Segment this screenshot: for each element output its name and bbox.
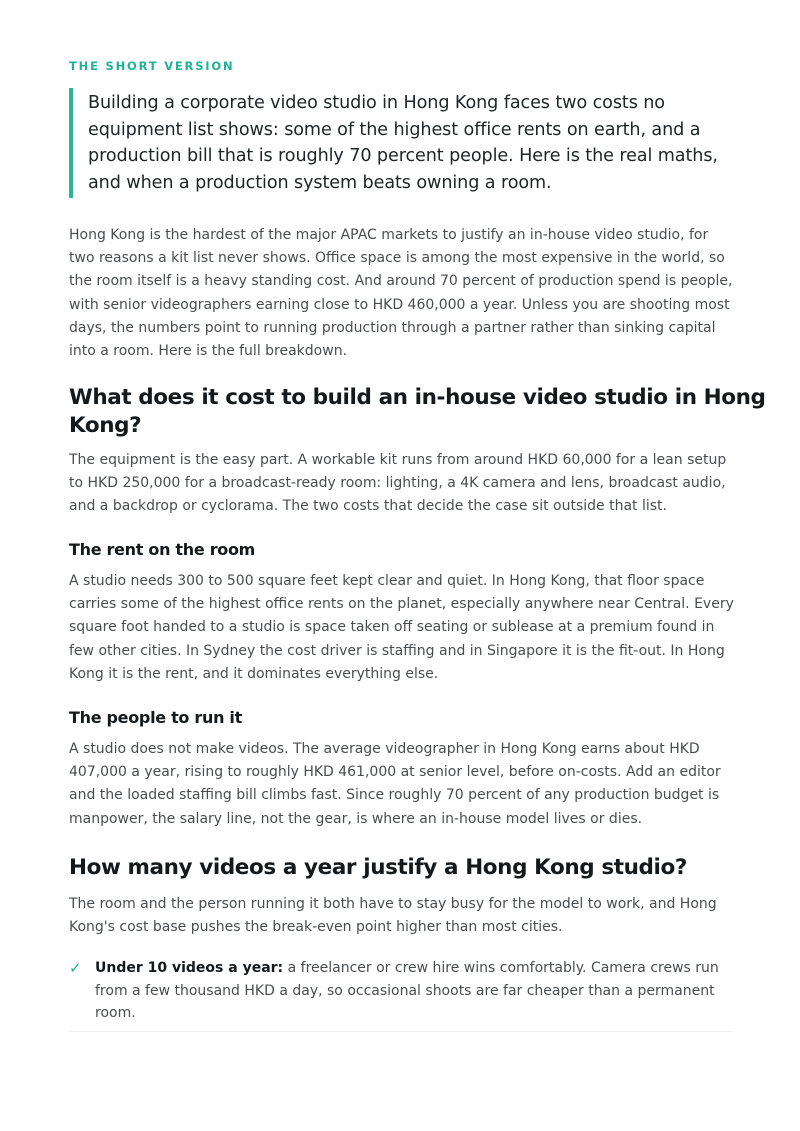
paragraph-line: A studio needs 300 to 500 square feet kept clear and quiet. In Hong Kong, that floor space [69, 573, 705, 589]
intro-paragraph [69, 224, 733, 363]
intro-line: the room itself is a heavy standing cost. And around 70 percent of production spend is people, [69, 273, 733, 290]
heading-line: What does it cost to build an in-house video studio in Hong [69, 385, 766, 410]
paragraph-line: Kong it is the rent, and it dominates everything else. [69, 665, 439, 682]
list-item-line [95, 957, 733, 980]
checklist [69, 957, 733, 1025]
summary-line: equipment list shows: some of the highest office rents on earth, and a [88, 119, 701, 140]
cost-paragraph [69, 449, 733, 519]
check-icon: ✓ [69, 959, 82, 977]
rent-paragraph [69, 570, 733, 686]
section-heading-cost [69, 384, 766, 440]
paragraph-line: square foot handed to a studio is space taken off seating or sublease at a premium found in [69, 619, 715, 636]
paragraph-line: The room and the person running it both have to stay busy for the model to work, and Hong [69, 896, 717, 912]
subheading-rent: The rent on the room [69, 540, 256, 559]
paragraph-line: and the loaded staffing bill climbs fast. Since roughly 70 percent of any production budget is [69, 787, 720, 804]
paragraph-line: 407,000 a year, rising to roughly HKD 461,000 at senior level, before on-costs. Add an editor [69, 764, 721, 781]
list-item-label: Under 10 videos a year: [95, 960, 284, 976]
list-item-line: from a few thousand HKD a day, so occasional shoots are far cheaper than a permanent [95, 982, 715, 999]
summary-line: and when a production system beats owning a room. [88, 172, 552, 193]
intro-line: days, the numbers point to running production through a partner rather than sinking capital [69, 319, 716, 336]
list-item-text: a freelancer or crew hire wins comfortably. Camera crews run [283, 960, 719, 976]
heading-line: How many videos a year justify a Hong Kong studio? [69, 855, 687, 880]
intro-line: two reasons a kit list never shows. Office space is among the most expensive in the world, so [69, 250, 725, 267]
list-item-line: room. [95, 1005, 136, 1021]
paragraph-line: The equipment is the easy part. A workable kit runs from around HKD 60,000 for a lean setup [69, 452, 727, 468]
paragraph-line: carries some of the highest office rents on the planet, especially anywhere near Central. Every [69, 596, 734, 613]
list-item [69, 957, 733, 1025]
paragraph-line: few other cities. In Sydney the cost driver is staffing and in Singapore it is the fit-out. In Hong [69, 642, 725, 659]
intro-line: Hong Kong is the hardest of the major APAC markets to justify an in-house video studio, for [69, 227, 709, 243]
paragraph-line: A studio does not make videos. The average videographer in Hong Kong earns about HKD [69, 741, 700, 757]
volume-paragraph [69, 893, 733, 939]
summary-callout [69, 88, 748, 198]
heading-line: Kong? [69, 413, 142, 438]
paragraph-line: manpower, the salary line, not the gear, is where an in-house model lives or dies. [69, 810, 643, 827]
people-paragraph [69, 738, 733, 831]
summary-line: production bill that is roughly 70 percent people. Here is the real maths, [88, 146, 718, 166]
paragraph-line: Kong's cost base pushes the break-even point higher than most cities. [69, 919, 563, 936]
paragraph-line: to HKD 250,000 for a broadcast-ready room: lighting, a 4K camera and lens, broadcast audio, [69, 475, 726, 492]
intro-line: with senior videographers earning close to HKD 460,000 a year. Unless you are shooting most [69, 296, 730, 313]
intro-line: into a room. Here is the full breakdown. [69, 343, 348, 360]
divider [69, 1031, 732, 1032]
section-heading-volume [69, 854, 687, 882]
summary-line: Building a corporate video studio in Hong Kong faces two costs no [88, 93, 665, 113]
eyebrow-label: THE SHORT VERSION [69, 59, 235, 73]
paragraph-line: and a backdrop or cyclorama. The two costs that decide the case sit outside that list. [69, 498, 667, 515]
subheading-people: The people to run it [69, 708, 242, 727]
